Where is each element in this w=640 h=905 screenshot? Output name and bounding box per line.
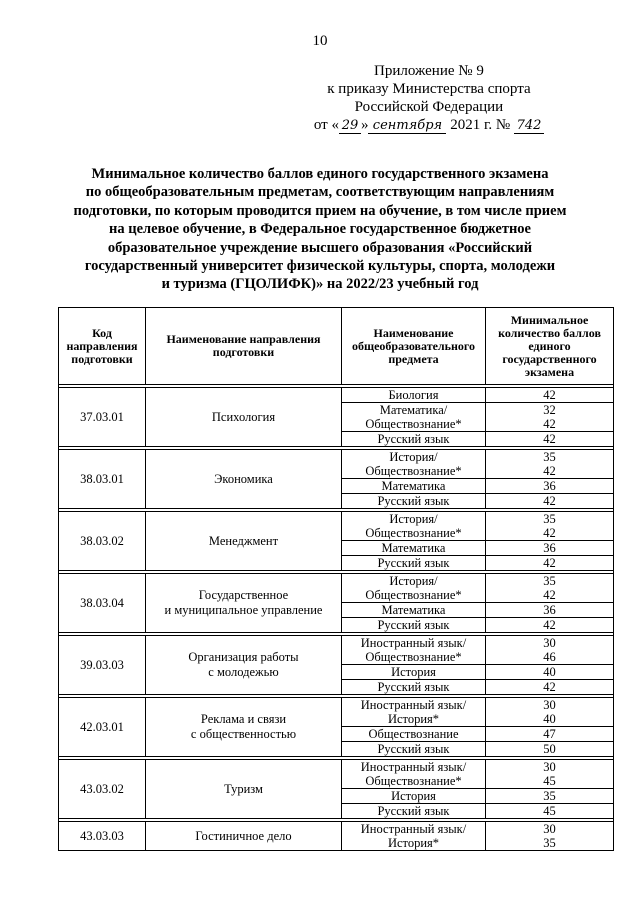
subject-cell — [342, 760, 486, 789]
score-value: 42 — [543, 388, 556, 402]
score-value: 42 — [543, 618, 556, 632]
score-cell — [486, 556, 614, 571]
score-cell — [486, 822, 614, 851]
program-code: 37.03.01 — [59, 388, 146, 447]
subject-cell — [342, 432, 486, 447]
score-cell — [486, 618, 614, 633]
scores-table — [58, 307, 614, 851]
table-header-row — [59, 308, 614, 385]
header-code: Код направления подготовки — [59, 308, 146, 385]
program-code: 42.03.01 — [59, 698, 146, 757]
program-name-line: Туризм — [224, 781, 263, 796]
table-row — [59, 512, 614, 541]
score-cell — [486, 388, 614, 403]
subject-cell — [342, 618, 486, 633]
program-name — [146, 450, 342, 509]
title-line: подготовки, по которым проводится прием на обучение, в том числе прием — [73, 202, 567, 219]
subject-line: История — [391, 665, 436, 679]
program-name-line: с общественностью — [190, 727, 297, 741]
score-cell — [486, 574, 614, 603]
appendix-ministry: Российской Федерации — [354, 99, 504, 115]
score-value: 36 — [543, 541, 556, 555]
score-value: 40 — [543, 665, 556, 679]
score-value: 50 — [543, 742, 556, 756]
score-cell — [486, 494, 614, 509]
score-value: 35 — [543, 574, 556, 588]
table-row — [59, 698, 614, 727]
score-value: 35 — [543, 836, 556, 850]
score-value: 46 — [543, 650, 556, 664]
header-min-score: Минимальное количество баллов единого государственного экзамена — [486, 308, 614, 385]
score-value: 47 — [543, 727, 556, 741]
score-value: 42 — [543, 494, 556, 508]
subject-cell — [342, 680, 486, 695]
title-line: образовательное учреждение высшего образования «Российский — [107, 239, 533, 256]
subject-cell — [342, 698, 486, 727]
program-name-line: с молодежью — [208, 665, 279, 679]
score-cell — [486, 450, 614, 479]
subject-cell — [342, 541, 486, 556]
score-cell — [486, 680, 614, 695]
title-line: по общеобразовательным предметам, соответствующим направлениям — [85, 184, 555, 201]
subject-line: Биология — [388, 388, 439, 402]
score-value: 36 — [543, 603, 556, 617]
score-value: 42 — [543, 526, 556, 540]
score-value: 35 — [543, 450, 556, 464]
table-row — [59, 760, 614, 789]
program-name — [146, 760, 342, 819]
table-row — [59, 636, 614, 665]
date-mid: » — [360, 117, 369, 133]
score-value: 35 — [543, 789, 556, 803]
subject-line: История* — [387, 712, 440, 726]
subject-line: Русский язык — [377, 742, 450, 756]
subject-cell — [342, 450, 486, 479]
subject-line: Обществознание* — [365, 650, 462, 664]
program-name — [146, 698, 342, 757]
program-code: 39.03.03 — [59, 636, 146, 695]
subject-cell — [342, 403, 486, 432]
score-value: 42 — [543, 432, 556, 446]
subject-line: История* — [387, 836, 440, 850]
header-program: Наименование направления подготовки — [146, 308, 342, 385]
date-day-handwritten: 29 — [339, 119, 361, 134]
subject-line: Иностранный язык/ — [360, 760, 467, 774]
subject-line: Иностранный язык/ — [360, 636, 467, 650]
subject-line: Иностранный язык/ — [360, 698, 467, 712]
subject-line: Математика/ — [379, 403, 448, 417]
program-name-line: Организация работы — [188, 650, 299, 664]
subject-line: Обществознание* — [365, 526, 462, 540]
program-code: 43.03.03 — [59, 822, 146, 851]
score-value: 45 — [543, 804, 556, 818]
date-year: 2021 г. № — [450, 117, 511, 133]
program-name-line: Гостиничное дело — [195, 828, 292, 843]
score-cell — [486, 665, 614, 680]
program-name — [146, 388, 342, 447]
subject-cell — [342, 556, 486, 571]
program-name-line: Экономика — [214, 471, 273, 486]
subject-line: Обществознание* — [365, 417, 462, 431]
subject-line: Обществознание* — [365, 774, 462, 788]
program-name — [146, 822, 342, 851]
program-code: 38.03.04 — [59, 574, 146, 633]
program-name — [146, 512, 342, 571]
score-cell — [486, 742, 614, 757]
score-cell — [486, 512, 614, 541]
score-value: 36 — [543, 479, 556, 493]
subject-line: Русский язык — [377, 556, 450, 570]
score-value: 35 — [543, 512, 556, 526]
subject-cell — [342, 479, 486, 494]
score-value: 42 — [543, 464, 556, 478]
score-value: 45 — [543, 774, 556, 788]
order-number-handwritten: 742 — [514, 119, 544, 134]
title-line: государственный университет физической культуры, спорта, молодежи — [84, 258, 556, 275]
subject-line: История — [391, 789, 436, 803]
score-value: 30 — [543, 822, 556, 836]
score-value: 30 — [543, 698, 556, 712]
subject-line: История/ — [389, 574, 438, 588]
score-cell — [486, 789, 614, 804]
score-value: 42 — [543, 417, 556, 431]
program-name-line: и муниципальное управление — [164, 603, 323, 617]
appendix-block — [314, 62, 544, 134]
subject-line: Русский язык — [377, 618, 450, 632]
program-name-line: Государственное — [198, 588, 289, 602]
score-cell — [486, 760, 614, 789]
table-row — [59, 574, 614, 603]
score-cell — [486, 541, 614, 556]
table-row — [59, 822, 614, 851]
subject-cell — [342, 574, 486, 603]
document-title — [60, 165, 580, 294]
score-value: 32 — [543, 403, 556, 417]
subject-line: Иностранный язык/ — [360, 822, 467, 836]
program-name-line: Реклама и связи — [200, 712, 287, 726]
subject-cell — [342, 742, 486, 757]
score-cell — [486, 698, 614, 727]
subject-cell — [342, 727, 486, 742]
subject-cell — [342, 822, 486, 851]
subject-line: История/ — [389, 450, 438, 464]
appendix-title: Приложение № 9 — [374, 63, 484, 79]
program-name-line: Менеджмент — [208, 533, 279, 548]
score-cell — [486, 479, 614, 494]
subject-line: Обществознание* — [365, 464, 462, 478]
header-subject: Наименование общеобразовательного предмета — [342, 308, 486, 385]
subject-line: Математика — [381, 603, 446, 617]
table-body — [59, 385, 614, 851]
title-line: Минимальное количество баллов единого государственного экзамена — [91, 166, 549, 182]
title-line: на целевое обучение, в Федеральное государственное бюджетное — [109, 221, 531, 238]
subject-cell — [342, 804, 486, 819]
page-number: 10 — [312, 33, 328, 49]
appendix-order-ref: к приказу Министерства спорта — [327, 81, 531, 97]
subject-line: Русский язык — [377, 432, 450, 446]
subject-cell — [342, 512, 486, 541]
table-row — [59, 388, 614, 403]
score-value: 42 — [543, 680, 556, 694]
title-line: и туризма (ГЦОЛИФК)» на 2022/23 учебный год — [161, 276, 479, 293]
program-name — [146, 574, 342, 633]
subject-cell — [342, 388, 486, 403]
score-value: 30 — [543, 760, 556, 774]
table-row — [59, 450, 614, 479]
score-value: 40 — [543, 712, 556, 726]
score-cell — [486, 804, 614, 819]
subject-cell — [342, 603, 486, 618]
subject-cell — [342, 665, 486, 680]
appendix-dateline — [314, 116, 544, 134]
subject-line: Математика — [381, 541, 446, 555]
date-month-handwritten: сентября — [368, 119, 446, 134]
score-cell — [486, 603, 614, 618]
subject-cell — [342, 789, 486, 804]
program-code: 38.03.02 — [59, 512, 146, 571]
program-code: 43.03.02 — [59, 760, 146, 819]
score-cell — [486, 432, 614, 447]
subject-line: История/ — [389, 512, 438, 526]
program-name-line: Психология — [211, 409, 276, 424]
subject-line: Русский язык — [377, 804, 450, 818]
score-cell — [486, 403, 614, 432]
subject-line: Математика — [381, 479, 446, 493]
subject-cell — [342, 636, 486, 665]
score-value: 30 — [543, 636, 556, 650]
program-name — [146, 636, 342, 695]
subject-line: Обществознание — [368, 727, 459, 741]
subject-cell — [342, 494, 486, 509]
program-code: 38.03.01 — [59, 450, 146, 509]
subject-line: Русский язык — [377, 494, 450, 508]
score-value: 42 — [543, 556, 556, 570]
date-prefix: от « — [313, 117, 339, 133]
score-cell — [486, 636, 614, 665]
subject-line: Обществознание* — [365, 588, 462, 602]
score-value: 42 — [543, 588, 556, 602]
subject-line: Русский язык — [377, 680, 450, 694]
score-cell — [486, 727, 614, 742]
